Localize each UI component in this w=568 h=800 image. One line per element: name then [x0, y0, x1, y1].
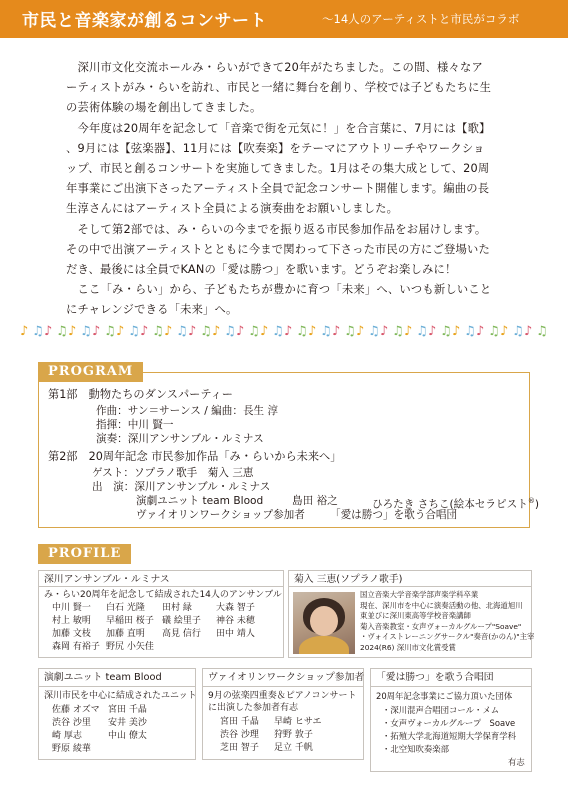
music-note-icon: ♫: [32, 324, 44, 339]
music-note-icon: ♪: [116, 324, 125, 339]
ensemble-member: 大森 智子: [216, 603, 255, 613]
theater-desc: 深川市民を中心に結成されたユニット: [44, 691, 197, 701]
music-note-icon: ♫: [272, 324, 284, 339]
music-note-icon: ♪: [212, 324, 221, 339]
music-note-icon: ♪: [284, 324, 293, 339]
theater-member: 中山 僚太: [108, 731, 147, 741]
intro-line: 、9月には【弦楽器】、11月には【吹奏楽】をテーマにアウトリーチやワークショ: [66, 141, 485, 155]
music-note-icon: ♪: [140, 324, 149, 339]
performer-left: ヴァイオリンワークショップ参加者: [136, 509, 305, 521]
choir-desc: 20周年記念事業にご協力頂いた団体: [376, 691, 513, 701]
program-label: PROGRAM: [38, 362, 143, 382]
intro-line: ーティストがみ・らいを訪れ、市民と一緒に舞台を創り、学校では子どもたちに生: [66, 81, 492, 95]
intro-text: [66, 58, 510, 321]
theater-member: 渋谷 沙里: [52, 718, 91, 728]
divider: [288, 586, 532, 587]
soprano-photo: [293, 592, 355, 654]
theater-member: 佐藤 オズマ: [52, 705, 100, 715]
ensemble-desc: み・らい20周年を記念して結成された14人のアンサンブル: [44, 590, 282, 600]
music-note-icon: ♫: [104, 324, 116, 339]
theater-member: 野原 綾華: [52, 744, 91, 754]
choir-group: ・拓殖大学北海道短期大学保育学科: [382, 731, 516, 741]
music-note-icon: ♪: [452, 324, 461, 339]
part1-line: 演奏：深川アンサンブル・ルミナス: [96, 433, 264, 445]
theater-member: 安井 美沙: [108, 718, 147, 728]
ensemble-member: 野尻 小矢佳: [106, 642, 154, 652]
violin-member: 宮田 千晶: [220, 717, 259, 727]
music-note-icon: ♫: [416, 324, 428, 339]
music-note-icon: ♪: [188, 324, 197, 339]
soprano-bio: 現在、深川市を中心に演奏活動の他、北海道旭川: [360, 600, 523, 610]
intro-line: そして第2部では、み・らいの今までを振り返る市民参加作品をお届けします。: [66, 222, 487, 236]
music-note-icon: ♪: [356, 324, 365, 339]
photo-face: [310, 606, 338, 636]
ensemble-member: 加藤 文枝: [52, 629, 91, 639]
intro-line: 生淳さんにはアーティスト全員による演奏曲をお願いしました。: [66, 202, 399, 216]
music-note-icon: ♫: [248, 324, 260, 339]
violin-member: 渋谷 沙理: [220, 730, 259, 740]
part1-line: 作曲：サン＝サーンス / 編曲：長生 淳: [96, 405, 279, 417]
music-note-icon: ♪: [68, 324, 77, 339]
ensemble-member: 中川 賢一: [52, 603, 91, 613]
ensemble-member: 村上 敏明: [52, 616, 91, 626]
ensemble-member: 白石 光隆: [106, 603, 145, 613]
part1-heading: 第1部 動物たちのダンスパーティー: [48, 388, 233, 401]
soprano-bio: 菊入音楽教室・女声ヴォーカルグループ"Soave": [360, 621, 522, 631]
intro-line: その中で出演アーティストとともに今まで関わって下さった市民の方にご登場いた: [66, 242, 491, 256]
performer-right-text: ひろたき さちこ(絵本セラピスト: [372, 498, 528, 511]
music-note-icon: ♫: [200, 324, 212, 339]
music-note-icon: ♪: [236, 324, 245, 339]
theater-title: 演劇ユニット team Blood: [44, 672, 162, 683]
music-note-icon: ♫: [296, 324, 308, 339]
music-note-icon: ♪: [20, 324, 29, 339]
music-note-icon: ♪: [164, 324, 173, 339]
registered-mark: ®: [527, 497, 535, 505]
part2-line: ゲスト：ソプラノ歌手 菊入 三恵: [92, 467, 254, 479]
violin-desc: 9月の弦楽四重奏＆ピアノコンサート: [208, 691, 357, 701]
music-note-icon: ♫: [464, 324, 476, 339]
music-note-icon: ♫: [320, 324, 332, 339]
choir-group: ・女声ヴォーカルグループ Soave: [382, 718, 516, 728]
part1-line: 指揮：中川 賢一: [96, 419, 174, 431]
music-note-icon: ♪: [92, 324, 101, 339]
performer-left: 演劇ユニット team Blood: [136, 495, 264, 507]
violin-member: 早崎 ヒサエ: [274, 717, 322, 727]
intro-line: 年事業にご出演下さったアーティスト全員で記念コンサート開催します。編曲の長: [66, 182, 490, 196]
divider: [370, 686, 532, 687]
intro-line: ップ、市民と創るコンサートを実施してきました。1月はその集大成として、20周: [66, 162, 490, 176]
performer-right-close: ): [534, 498, 539, 511]
music-note-icon: ♫: [152, 324, 164, 339]
part2-line: 出 演：深川アンサンブル・ルミナス: [92, 481, 271, 493]
music-note-icon: ♪: [476, 324, 485, 339]
soprano-title: 菊入 三恵(ソプラノ歌手): [294, 574, 403, 585]
music-note-icon: ♪: [500, 324, 509, 339]
violin-member: 狩野 敦子: [274, 730, 313, 740]
intro-line: 深川市文化交流ホールみ・らいができて20年がたちました。この間、様々なア: [66, 61, 483, 74]
theater-member: 崎 厚志: [52, 731, 82, 741]
music-note-icon: ♪: [428, 324, 437, 339]
ensemble-member: 田村 緑: [162, 603, 192, 613]
page-subtitle: ～14人のアーティストと市民がコラボ: [322, 12, 520, 26]
music-note-icon: ♫: [440, 324, 452, 339]
part2-heading: 第2部 20周年記念 市民参加作品「み・らいから未来へ」: [48, 450, 342, 463]
soprano-bio: 東並びに深川東高等学校音楽講師: [360, 611, 471, 620]
violin-member: 足立 千帆: [274, 743, 313, 753]
soprano-bio: 国立音楽大学音楽学部声楽学科卒業: [360, 590, 479, 599]
intro-line: 今年度は20周年を記念して「音楽で街を元気に！」を合言葉に、7月には【歌】: [66, 121, 491, 135]
intro-line: にチャレンジできる「未来」へ。: [66, 303, 238, 317]
music-note-icon: ♫: [80, 324, 92, 339]
choir-group: ・北空知吹奏楽部: [382, 744, 449, 754]
profile-label: PROFILE: [38, 544, 131, 564]
violin-member: 芝田 智子: [220, 743, 259, 753]
divider: [38, 686, 196, 687]
ensemble-member: 田中 靖人: [216, 629, 255, 639]
choir-title: 「愛は勝つ」を歌う合唱団: [376, 672, 494, 683]
ensemble-member: 森岡 有裕子: [52, 642, 100, 652]
ensemble-member: 神谷 未穂: [216, 616, 255, 626]
music-note-icon: ♫: [56, 324, 68, 339]
choir-note: 有志: [508, 757, 525, 767]
intro-line: ここ「み・らい」から、子どもたちが豊かに育つ「未来」へ、いつも新しいこと: [66, 283, 492, 297]
photo-body: [299, 636, 349, 654]
music-note-icon: ♪: [404, 324, 413, 339]
ensemble-title: 深川アンサンブル・ルミナス: [44, 574, 170, 585]
divider: [202, 686, 364, 687]
music-note-icon: ♪: [524, 324, 533, 339]
divider: [38, 586, 284, 587]
ensemble-member: 礒 絵里子: [162, 616, 201, 626]
music-note-icon: ♫: [392, 324, 404, 339]
music-note-icon: ♫: [344, 324, 356, 339]
soprano-bio: ・ヴォイストレーニングサークル"奏音(かのん)"主宰: [360, 632, 535, 641]
violin-title: ヴァイオリンワークショップ参加者: [208, 672, 365, 683]
music-note-icon: ♫: [368, 324, 380, 339]
music-note-icon: ♫: [488, 324, 500, 339]
music-note-icon: ♪: [380, 324, 389, 339]
music-note-icon: ♪: [44, 324, 53, 339]
intro-line: だき、最後には全員でKANの「愛は勝つ」を歌います。どうぞお楽しみに！: [66, 263, 457, 277]
violin-desc: に出演した参加者有志: [208, 703, 299, 713]
choir-group: ・深川混声合唱団コール・メム: [382, 705, 500, 715]
music-note-icon: ♫: [512, 324, 524, 339]
intro-line: の芸術体験の場を創出してきました。: [66, 101, 262, 115]
music-note-icon: ♫: [128, 324, 140, 339]
theater-member: 宮田 千晶: [108, 705, 147, 715]
ensemble-member: 早稲田 桜子: [106, 616, 154, 626]
music-note-icon: ♫: [536, 324, 548, 339]
soprano-bio: 2024(R6) 深川市文化賞受賞: [360, 642, 456, 652]
music-note-icon: ♪: [308, 324, 317, 339]
ensemble-member: 高見 信行: [162, 629, 201, 639]
music-notes-decoration: [20, 324, 548, 342]
music-note-icon: ♪: [332, 324, 341, 339]
performer-mid: 島田 裕之: [292, 495, 338, 507]
ensemble-member: 加藤 直明: [106, 629, 145, 639]
music-note-icon: ♪: [260, 324, 269, 339]
music-note-icon: ♫: [224, 324, 236, 339]
music-note-icon: ♫: [176, 324, 188, 339]
page-title: 市民と音楽家が創るコンサート: [22, 11, 267, 31]
performer-right: 「愛は勝つ」を歌う合唱団: [330, 509, 458, 521]
